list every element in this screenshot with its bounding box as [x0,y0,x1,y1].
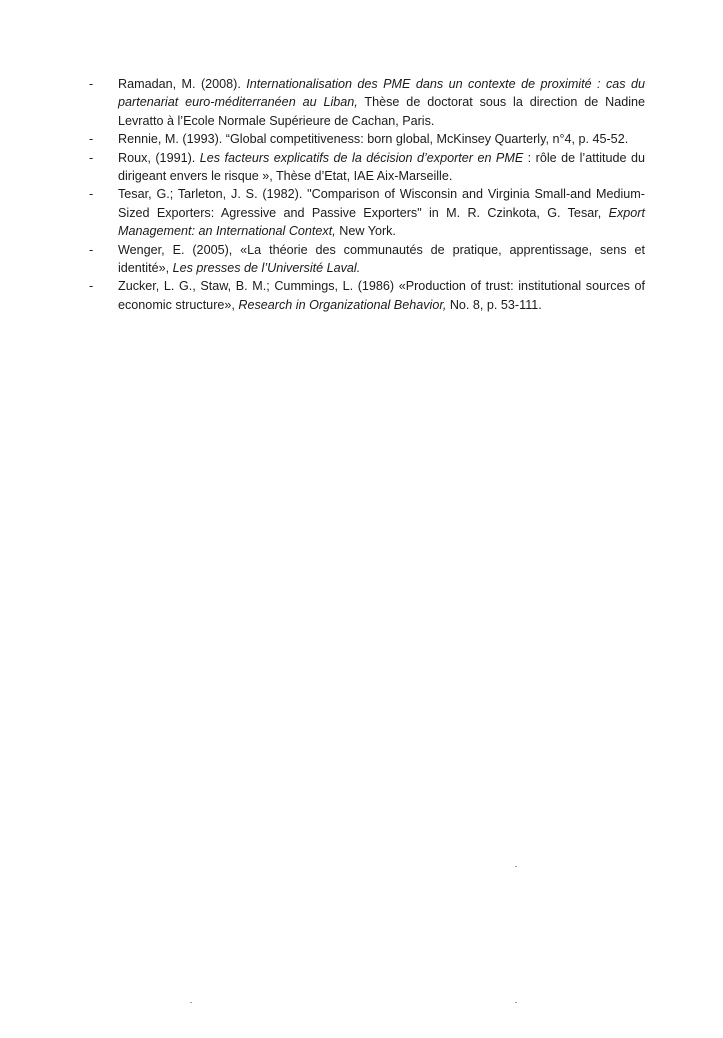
reference-roux-1991 [89,149,645,186]
reference-text [118,243,645,275]
reference-title: Export Management: an International Context, [118,205,645,239]
reference-segment: New York. [335,224,396,239]
reference-text [118,132,628,146]
reference-text [118,279,645,311]
scan-speck [515,866,517,867]
reference-segment: Thèse de doctorat sous la direction de Nadine Levratto à l’Ecole Normale Supérieure de Cachan, Paris. [118,95,646,128]
reference-title: Les facteurs explicatifs de la décision d’exporter en PME [199,150,524,165]
list-bullet: - [89,242,94,257]
scan-speck [190,1002,192,1003]
reference-segment: Zucker, L. G., Staw, B. M.; Cummings, L. (1986) «Production of trust: institutional sources of economic structure», [118,279,645,312]
scan-speck [515,1002,517,1003]
reference-segment: Wenger, E. (2005), «La théorie des communautés de pratique, apprentissage, sens et identité», [118,242,645,276]
reference-ramadan-2008 [89,75,645,130]
list-bullet: - [89,187,94,202]
reference-title: Les presses de l’Université Laval. [172,261,361,276]
reference-wenger-2005 [89,241,645,278]
list-bullet: - [89,150,94,165]
reference-zucker-1986 [89,277,645,314]
list-bullet: - [89,279,94,294]
reference-text [118,77,645,128]
reference-segment: Tesar, G.; Tarleton, J. S. (1982). "Comparison of Wisconsin and Virginia Small-and Medium-Sized Exporters: Agressive and Passive Exporters" in M. R. Czinkota, G. Tesar, [118,187,645,220]
reference-segment: : rôle de l’attitude du dirigeant envers le risque », Thèse d’Etat, IAE Aix-Marseille. [118,150,645,184]
reference-text [118,151,645,183]
reference-segment: Rennie, M. (1993). “Global competitiveness: born global, McKinsey Quarterly, n°4, p. 45-52. [118,132,629,147]
reference-text [118,187,645,238]
list-bullet: - [89,77,94,91]
reference-segment: Roux, (1991). [118,150,200,165]
reference-title: Internationalisation des PME dans un contexte de proximité : cas du partenariat euro-méditerranéen au Liban, [118,77,645,110]
reference-tesar-1982 [89,185,645,240]
reference-title: Research in Organizational Behavior, [238,297,447,312]
reference-rennie-1993 [89,130,645,148]
bibliography-list [89,75,645,314]
list-bullet: - [89,132,94,147]
reference-segment: No. 8, p. 53-111. [446,297,542,312]
reference-segment: Ramadan, M. (2008). [118,77,247,91]
